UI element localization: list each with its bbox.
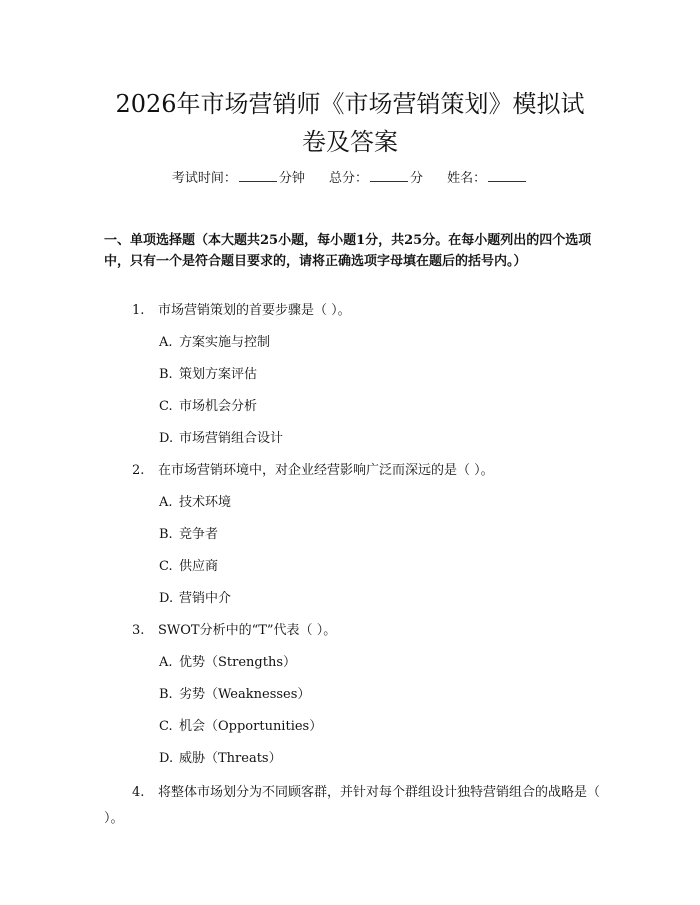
option-text: 市场机会分析 (179, 399, 258, 414)
name-label: 姓名： (447, 171, 487, 186)
option-letter: B. (159, 367, 173, 382)
exam-meta (0, 168, 700, 189)
question-number: 2. (132, 463, 145, 478)
question-2 (132, 461, 494, 481)
option-letter: C. (159, 719, 173, 734)
option-text: 机会（Opportunities） (179, 719, 323, 734)
option-text: 策划方案评估 (179, 367, 258, 382)
option-1d (159, 429, 283, 449)
option-letter: D. (159, 751, 174, 766)
score-blank (370, 168, 408, 182)
option-letter: B. (159, 527, 173, 542)
option-1b (159, 365, 257, 385)
option-text: 技术环境 (179, 495, 232, 510)
option-3d (159, 749, 282, 769)
question-text: 在市场营销环境中，对企业经营影响广泛而深远的是（ ）。 (158, 463, 494, 478)
time-blank (239, 168, 277, 182)
time-unit: 分钟 (278, 171, 305, 186)
section-heading: 一、单项选择题（本大题共25小题，每小题1分，共25分。在每小题列出的四个选项中，只有一个是符合题目要求的，请将正确选项字母填在题后的括号内。） (104, 233, 592, 269)
exam-time (172, 171, 305, 186)
option-text: 供应商 (179, 559, 219, 574)
exam-name (447, 171, 528, 186)
option-letter: D. (159, 591, 174, 606)
name-blank (488, 168, 526, 182)
option-text: 方案实施与控制 (179, 335, 271, 350)
question-3 (132, 621, 336, 641)
question-number: 4. (132, 785, 145, 800)
option-letter: A. (159, 335, 173, 350)
question-text: 市场营销策划的首要步骤是（ ）。 (158, 303, 351, 318)
option-text: 营销中介 (179, 591, 232, 606)
option-text: 市场营销组合设计 (179, 431, 284, 446)
option-letter: C. (159, 559, 173, 574)
option-letter: A. (159, 655, 173, 670)
question-4 (104, 780, 600, 832)
page-title-line-2: 卷及答案 (302, 128, 398, 156)
question-text: SWOT分析中的“T”代表（ ）。 (158, 623, 337, 638)
time-label: 考试时间： (171, 171, 237, 186)
option-text: 竞争者 (179, 527, 219, 542)
option-3b (159, 685, 310, 705)
option-1a (159, 333, 270, 353)
score-label: 总分： (328, 171, 368, 186)
exam-score (329, 171, 423, 186)
option-letter: B. (159, 687, 173, 702)
question-text: 将整体市场划分为不同顾客群，并针对每个群组设计独特营销组合的战略是（ ）。 (104, 785, 601, 826)
option-2c (159, 557, 218, 577)
question-1 (132, 301, 351, 321)
question-number: 1. (132, 303, 145, 318)
option-3c (159, 717, 322, 737)
option-text: 威胁（Threats） (179, 751, 282, 766)
option-letter: D. (159, 431, 174, 446)
option-letter: A. (159, 495, 173, 510)
option-text: 劣势（Weaknesses） (179, 687, 311, 702)
option-2d (159, 589, 231, 609)
option-2a (159, 493, 231, 513)
question-number: 3. (132, 623, 145, 638)
option-2b (159, 525, 218, 545)
score-unit: 分 (410, 171, 424, 186)
option-letter: C. (159, 399, 173, 414)
page-title-line-1: 2026年市场营销师《市场营销策划》模拟试 (115, 90, 585, 118)
option-text: 优势（Strengths） (179, 655, 297, 670)
option-1c (159, 397, 257, 417)
option-3a (159, 653, 296, 673)
